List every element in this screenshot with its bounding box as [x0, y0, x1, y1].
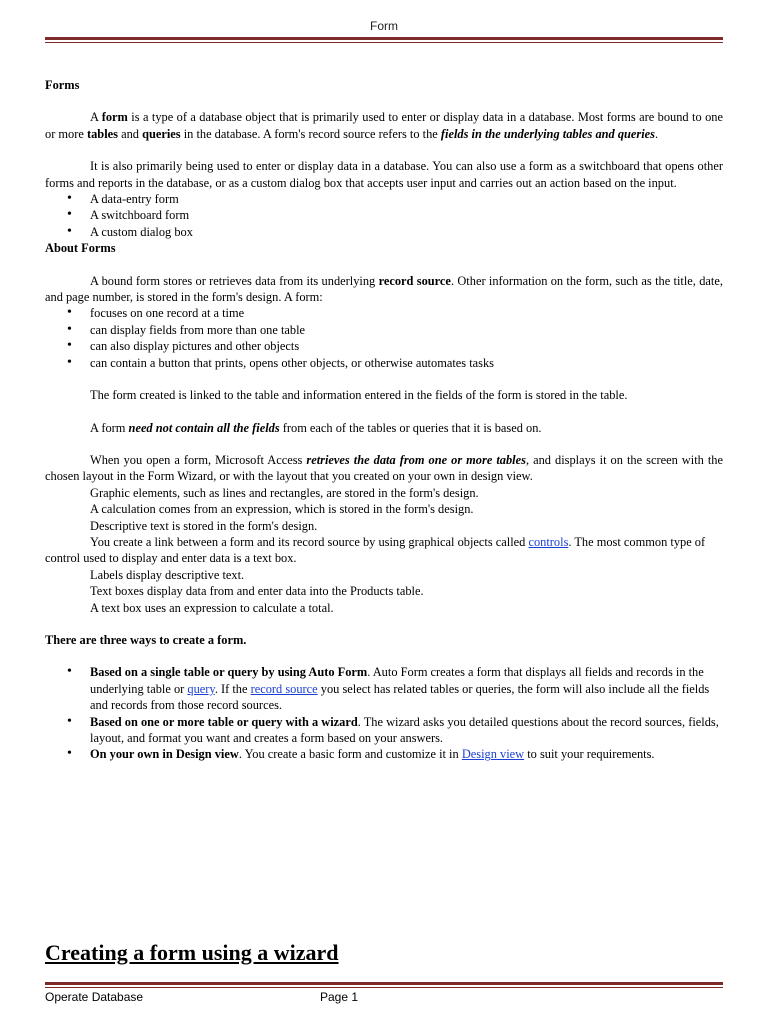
- list-item: • A data-entry form: [90, 191, 723, 207]
- list-item: • Based on a single table or query by using Auto Form. Auto Form creates a form that displays all fields and records in the underlying table or query. If the record source you select has related tables or queries, the form will also include all the fields and records from those record sources.: [90, 664, 723, 713]
- page-number: Page 1: [320, 990, 359, 1004]
- section-heading-about-forms: About Forms: [45, 241, 116, 256]
- list-item: • can also display pictures and other objects: [90, 338, 723, 354]
- record-source-link[interactable]: record source: [250, 681, 318, 696]
- list-item: • can contain a button that prints, opens other objects, or otherwise automates tasks: [90, 355, 723, 371]
- list-item: • A custom dialog box: [90, 224, 723, 240]
- text-line: A calculation comes from an expression, which is stored in the form's design.: [90, 502, 474, 517]
- list-item: • Based on one or more table or query with a wizard. The wizard asks you detailed questions about the record sources, fields, layout, and format you want and creates a form based on your answers.: [90, 714, 723, 747]
- text-line: Text boxes display data from and enter data into the Products table.: [90, 584, 424, 599]
- footer-rule: [45, 982, 723, 985]
- header-rule: [45, 37, 723, 40]
- header-rule-thin: [45, 42, 723, 43]
- paragraph: A bound form stores or retrieves data from its underlying record source. Other information on the form, such as the title, date, and page number, is stored in the form's design. A form:: [45, 273, 723, 305]
- query-link[interactable]: query: [187, 681, 215, 696]
- text-line: Labels display descriptive text.: [90, 567, 245, 582]
- list-item: • can display fields from more than one table: [90, 322, 723, 338]
- footer-label: Operate Database: [45, 990, 144, 1004]
- paragraph: You create a link between a form and its record source by using graphical objects called controls. The most common type of control used to display and enter data is a text box.: [45, 534, 706, 566]
- list-item: • focuses on one record at a time: [90, 305, 723, 321]
- text-line: Graphic elements, such as lines and rectangles, are stored in the form's design.: [90, 485, 479, 500]
- bullet-list: [45, 191, 723, 240]
- section-heading-forms: Forms: [45, 78, 80, 92]
- text-line: Descriptive text is stored in the form's design.: [90, 518, 318, 533]
- footer-rule-thin: [45, 987, 723, 988]
- list-item: • A switchboard form: [90, 207, 723, 223]
- paragraph: A form is a type of a database object that is primarily used to enter or display data in a database. Most forms are bound to one or more tables and queries in the database. A form's record source refers to the fields in the underlying tables and queries.: [45, 110, 723, 141]
- paragraph: The form created is linked to the table and information entered in the fields of the form is stored in the table.: [90, 388, 628, 403]
- paragraph: A form need not contain all the fields from each of the tables or queries that it is based on.: [90, 420, 542, 435]
- design-view-link[interactable]: Design view: [461, 747, 525, 762]
- list-item: • On your own in Design view. You create a basic form and customize it in Design view to suit your requirements.: [90, 746, 723, 762]
- section-heading-creating-form: Creating a form using a wizard: [45, 940, 339, 965]
- bullet-list: [45, 305, 723, 371]
- controls-link[interactable]: controls: [528, 534, 569, 549]
- section-heading-three-ways: There are three ways to create a form.: [45, 632, 247, 647]
- bullet-list: [45, 664, 723, 762]
- text-line: A text box uses an expression to calculate a total.: [90, 600, 334, 615]
- document-body: [45, 77, 723, 763]
- paragraph: It is also primarily being used to enter or display data in a database. You can also use a form as a switchboard that opens other forms and reports in the database, or as a custom dialog box that accepts user input and carries out an action based on the input.: [45, 159, 723, 190]
- paragraph: When you open a form, Microsoft Access retrieves the data from one or more tables, and displays it on the screen with the chosen layout in the Form Wizard, or with the layout that you created on your own in design view.: [45, 452, 723, 484]
- header-title: Form: [370, 19, 398, 33]
